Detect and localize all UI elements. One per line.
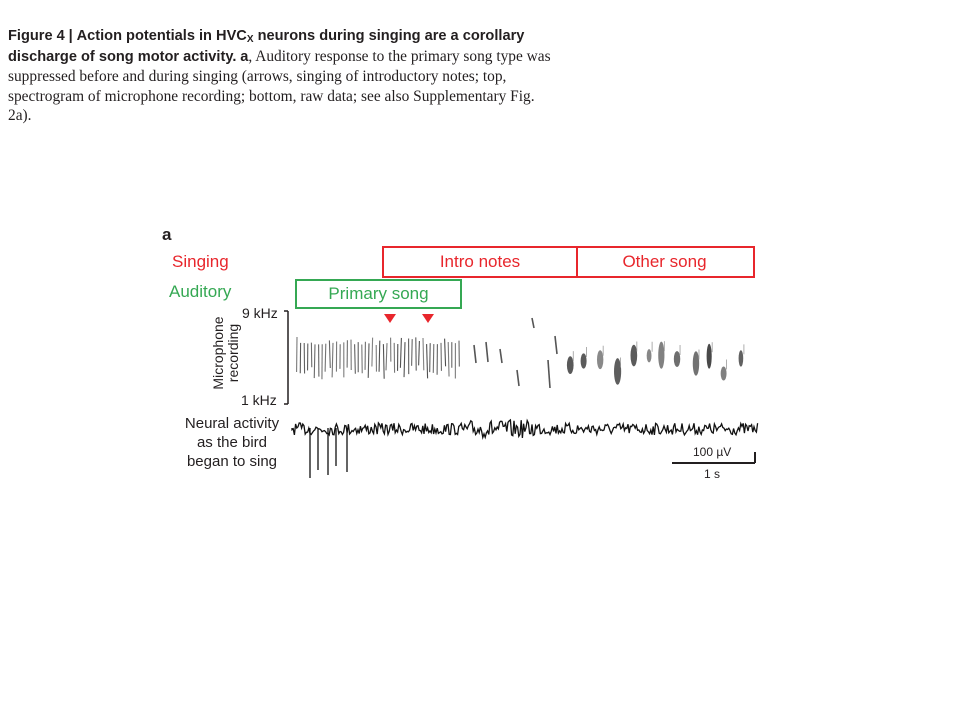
spectrogram-syllable bbox=[647, 349, 652, 362]
spectrogram-syllable bbox=[386, 343, 387, 370]
spectrogram-syllable bbox=[739, 350, 744, 366]
frequency-tick-bottom: 1 kHz bbox=[241, 392, 277, 408]
spectrogram-syllable bbox=[517, 370, 519, 386]
spectrogram-syllable bbox=[658, 342, 664, 369]
intro-note-arrow bbox=[422, 314, 434, 323]
spectrogram-syllable bbox=[430, 343, 431, 372]
spectrogram-syllable bbox=[427, 344, 428, 378]
intro-notes-label: Intro notes bbox=[439, 252, 521, 271]
spectrogram-syllable bbox=[486, 342, 488, 362]
caption-title-subscript: X bbox=[246, 34, 254, 45]
spectrogram-syllable bbox=[423, 338, 424, 370]
auditory-row-label: Auditory bbox=[169, 282, 232, 301]
caption-body: , Auditory response to the primary song type was suppressed before and during singing (arrows, singing of introductory notes; top, spectrogram of microphone recording; bottom, raw data; see also Supplementary Fig. 2a). bbox=[8, 47, 551, 124]
spectrogram-syllable bbox=[332, 343, 333, 378]
spectrogram-syllable bbox=[721, 367, 727, 381]
spectrogram-syllable bbox=[314, 344, 315, 378]
microphone-recording-label: Microphone recording bbox=[210, 316, 241, 390]
spectrogram-syllable bbox=[400, 338, 401, 368]
intro-note-arrows bbox=[384, 314, 434, 323]
scale-bar-time-label: 1 s bbox=[704, 467, 721, 481]
spectrogram-syllable bbox=[693, 351, 699, 375]
spectrogram-syllable bbox=[379, 341, 380, 372]
intro-note-arrow bbox=[384, 314, 396, 323]
spectrogram-syllable bbox=[368, 343, 369, 378]
spectrogram-syllable bbox=[329, 340, 330, 368]
spectrogram-syllable bbox=[532, 318, 534, 328]
caption-title-part1: Action potentials in HVC bbox=[76, 28, 247, 44]
spectrogram-syllable bbox=[383, 344, 384, 379]
caption-separator: | bbox=[68, 28, 73, 44]
spectrogram-syllable bbox=[412, 339, 413, 366]
scale-bar-voltage-label: 100 µV bbox=[693, 445, 732, 459]
neural-trace-line bbox=[292, 420, 758, 438]
spectrogram-syllable bbox=[445, 339, 446, 367]
spectrogram-syllable bbox=[581, 353, 587, 368]
frequency-tick-top: 9 kHz bbox=[242, 305, 278, 321]
spectrogram-syllable bbox=[404, 342, 405, 377]
figure-label: Figure 4 bbox=[8, 28, 65, 44]
spectrogram-syllable bbox=[448, 342, 449, 376]
spectrogram-syllable bbox=[707, 344, 712, 369]
singing-row-label: Singing bbox=[172, 252, 229, 271]
spectrogram-syllable bbox=[419, 341, 420, 365]
primary-song-label: Primary song bbox=[328, 284, 429, 303]
caption-title-part2: neurons during singing are a corollary discharge of song motor activity. bbox=[8, 28, 525, 65]
spectrogram-syllable bbox=[630, 345, 637, 367]
spectrogram-syllable bbox=[372, 338, 373, 367]
spectrogram-syllable bbox=[355, 344, 356, 373]
spectrogram-syllable bbox=[548, 360, 550, 388]
spectrogram-syllable bbox=[567, 356, 574, 374]
spectrogram-syllable bbox=[597, 350, 603, 369]
spectrogram-syllable bbox=[555, 336, 557, 354]
neural-activity-label: Neural activity as the bird began to sing bbox=[184, 415, 280, 470]
spectrogram-syllable bbox=[674, 351, 680, 367]
other-song-label: Other song bbox=[622, 252, 707, 271]
spectrogram-syllable bbox=[614, 358, 621, 385]
spectrogram-syllable bbox=[500, 349, 502, 363]
spectrogram bbox=[297, 318, 744, 388]
spectrogram-syllable bbox=[325, 344, 326, 372]
spectrogram-syllable bbox=[433, 344, 434, 373]
caption-panel-ref: a bbox=[240, 48, 249, 65]
neural-trace bbox=[292, 420, 758, 478]
spectrogram-syllable bbox=[474, 345, 476, 363]
panel-letter: a bbox=[162, 225, 172, 244]
